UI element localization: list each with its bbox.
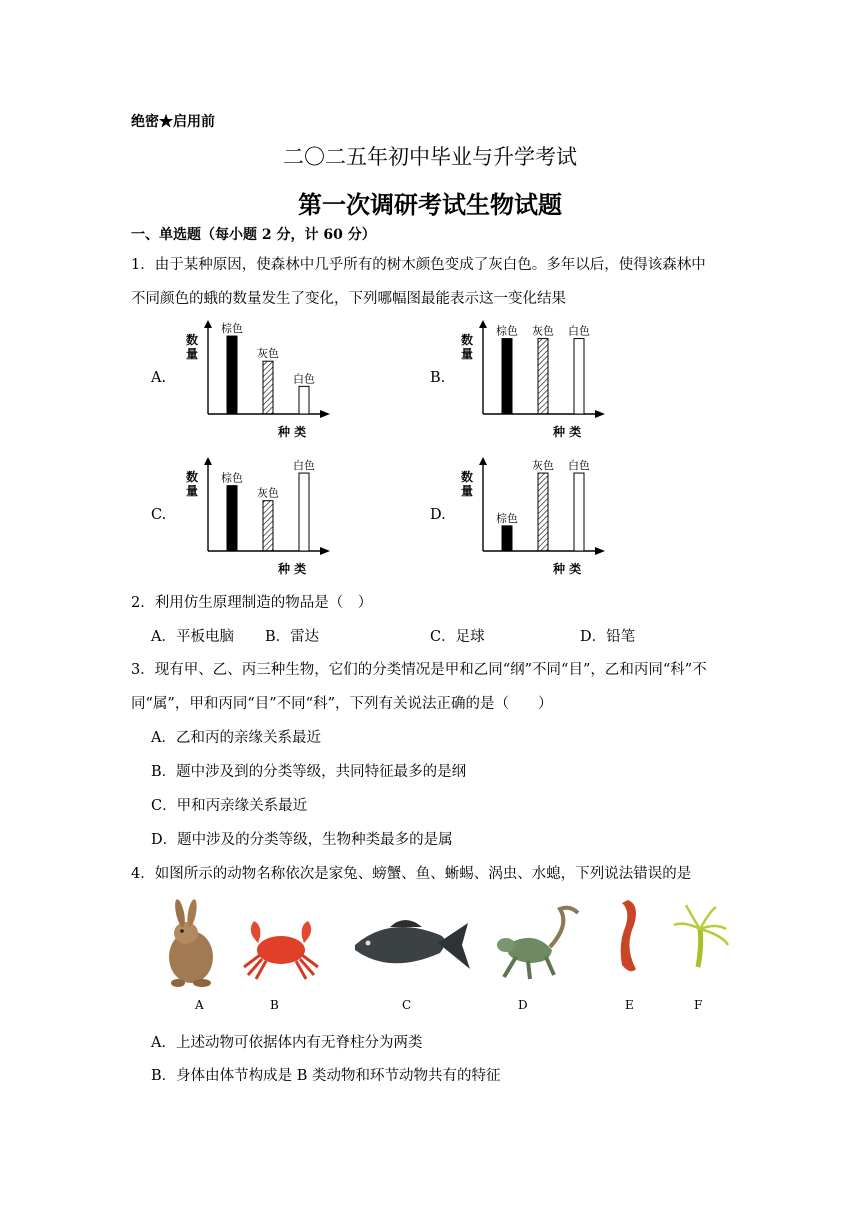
q3-option-a: A．乙和丙的亲缘关系最近 (151, 730, 321, 746)
bar-1 (502, 526, 512, 551)
q2-option-b: B．雷达 (265, 629, 320, 645)
animal-label-f: F (694, 998, 703, 1012)
q2-option-d: D．铅笔 (580, 629, 636, 645)
lizard-image (497, 908, 578, 979)
bar-2 (263, 361, 273, 414)
chart-c (180, 455, 340, 580)
x-axis-label: 种 类 (553, 425, 582, 439)
q2-option-c: C．足球 (430, 629, 485, 645)
bar-1 (227, 336, 237, 414)
exam-subtitle: 第一次调研考试生物试题 (298, 191, 562, 219)
exam-title: 二〇二五年初中毕业与升学考试 (283, 145, 577, 169)
fish-image (355, 920, 470, 969)
rabbit-image (169, 898, 213, 987)
bar-label: 白色 (568, 459, 590, 473)
animal-label-e: E (625, 998, 634, 1012)
x-axis-label: 种 类 (278, 425, 307, 439)
q3-line2: 同“属”，甲和丙同“目”不同“科”，下列有关说法正确的是（ ） (131, 696, 553, 712)
q3-option-d: D．题中涉及的分类等级，生物种类最多的是属 (151, 832, 453, 848)
chart-d (455, 455, 615, 580)
y-axis-arrow (204, 320, 212, 328)
q1-line2: 不同颜色的蛾的数量发生了变化，下列哪幅图最能表示这一变化结果 (131, 291, 566, 307)
animal-label-b: B (270, 998, 279, 1012)
chart-option-a: A. (151, 370, 167, 386)
q1-line1: 1．由于某种原因，使森林中几乎所有的树木颜色变成了灰白色。多年以后，使得该森林中 (131, 257, 706, 273)
x-axis-label: 种 类 (278, 562, 307, 576)
bar-2 (538, 339, 548, 414)
x-axis-arrow (595, 410, 605, 418)
secret-label: 绝密★启用前 (131, 114, 215, 130)
bar-label: 棕色 (496, 511, 518, 525)
animals-figure (150, 895, 740, 1020)
x-axis-arrow (595, 547, 605, 555)
q2-stem: 2．利用仿生原理制造的物品是（ ） (131, 595, 373, 611)
q4-option-a: A．上述动物可依据体内有无脊柱分为两类 (151, 1035, 423, 1051)
bar-3 (574, 339, 584, 414)
animal-label-d: D (518, 998, 528, 1012)
x-axis-label: 种 类 (553, 562, 582, 576)
chart-option-c: C. (151, 507, 167, 523)
chart-option-d: D. (430, 507, 446, 523)
bar-label: 灰色 (257, 486, 279, 500)
q3-option-c: C．甲和丙亲缘关系最近 (151, 798, 308, 814)
q4-option-b: B．身体由体节构成是 B 类动物和环节动物共有的特征 (151, 1068, 501, 1084)
section-heading: 一、单选题（每小题 2 分，计 60 分） (131, 227, 376, 243)
q3-option-b: B．题中涉及到的分类等级，共同特征最多的是纲 (151, 764, 467, 780)
chart-b (455, 318, 615, 443)
chart-option-b: B. (430, 370, 446, 386)
bar-label: 灰色 (532, 324, 554, 338)
bar-label: 灰色 (532, 459, 554, 473)
y-axis-label: 数量 (461, 333, 474, 361)
bar-label: 棕色 (221, 471, 243, 485)
bar-3 (299, 473, 309, 551)
y-axis-arrow (204, 457, 212, 465)
bar-1 (502, 339, 512, 414)
chart-a (180, 318, 340, 443)
bar-label: 灰色 (257, 347, 279, 361)
bar-2 (263, 501, 273, 551)
y-axis-label: 数量 (461, 470, 474, 498)
bar-3 (574, 473, 584, 551)
q4-stem: 4．如图所示的动物名称依次是家兔、螃蟹、鱼、蜥蜴、涡虫、水螅，下列说法错误的是 (131, 866, 692, 882)
y-axis-arrow (479, 457, 487, 465)
bar-label: 白色 (568, 324, 590, 338)
y-axis-label: 数量 (186, 470, 199, 498)
bar-label: 棕色 (496, 324, 518, 338)
x-axis-arrow (320, 410, 330, 418)
x-axis-arrow (320, 547, 330, 555)
animal-label-c: C (402, 998, 412, 1012)
bar-2 (538, 473, 548, 551)
q2-option-a: A．平板电脑 (151, 629, 234, 645)
animal-label-a: A (195, 998, 204, 1012)
y-axis-arrow (479, 320, 487, 328)
bar-3 (299, 386, 309, 414)
bar-label: 棕色 (221, 322, 243, 336)
bar-label: 白色 (293, 459, 315, 473)
q3-line1: 3．现有甲、乙、丙三种生物，它们的分类情况是甲和乙同“纲”不同“目”，乙和丙同“科”不 (131, 662, 707, 678)
planarian-image (621, 900, 636, 971)
hydra-image (674, 905, 728, 967)
bar-label: 白色 (293, 372, 315, 386)
bar-1 (227, 486, 237, 551)
y-axis-label: 数量 (186, 333, 199, 361)
crab-image (244, 921, 318, 979)
